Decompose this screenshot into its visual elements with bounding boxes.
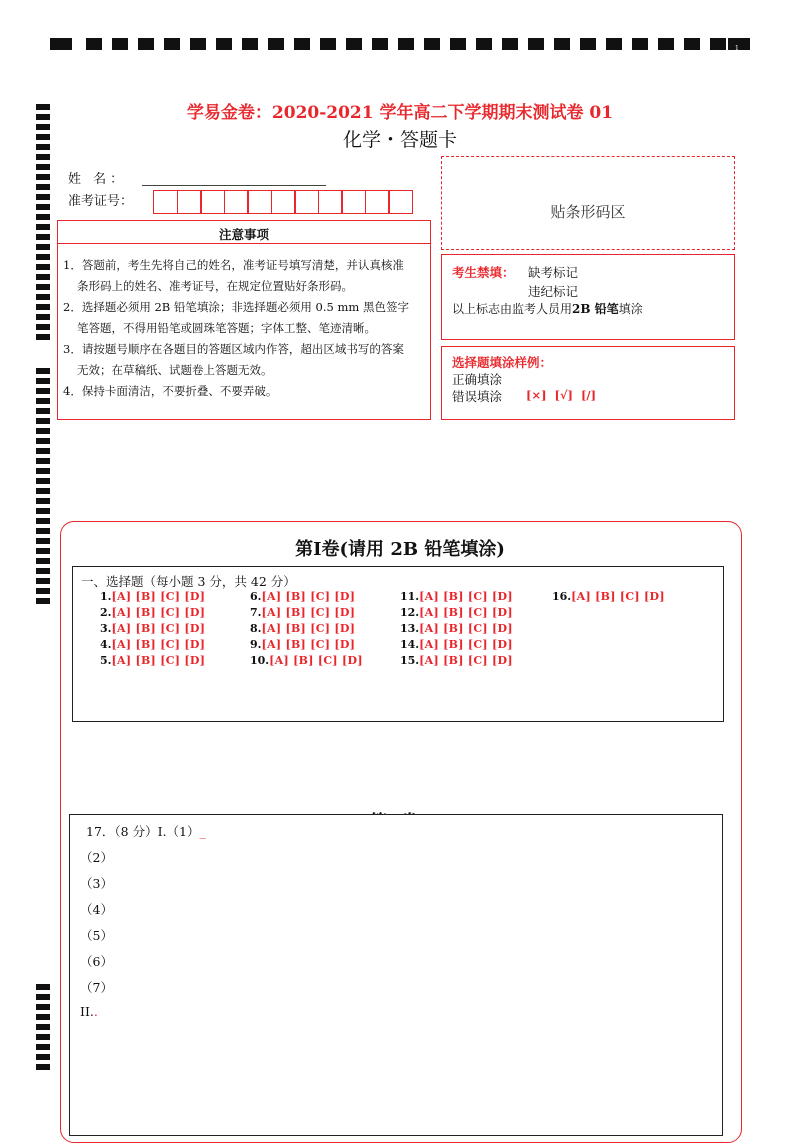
notice-item: 4．保持卡面清洁，不要折叠、不要弄破。 <box>63 384 278 398</box>
ticket-cell[interactable] <box>153 190 178 214</box>
q17-sub-2: （2） <box>80 850 113 865</box>
ticket-label: 准考证号： <box>68 194 134 209</box>
ticket-cell[interactable] <box>271 190 296 214</box>
wrong-fill-marks: [×] [√] [/] <box>526 388 597 402</box>
violation-mark[interactable]: 违纪标记 <box>528 284 579 299</box>
name-field[interactable] <box>142 185 326 186</box>
q17-sub-6: （6） <box>80 954 113 969</box>
mc-question[interactable]: 14.[A] [B] [C] [D] <box>400 638 513 651</box>
ticket-cell[interactable] <box>365 190 390 214</box>
absent-mark[interactable]: 缺考标记 <box>528 265 579 280</box>
notice-item: 笔答题，不得用铅笔或圆珠笔答题；字体工整、笔迹清晰。 <box>77 321 376 335</box>
sample-correct: 正确填涂 <box>452 372 503 387</box>
ticket-cell[interactable] <box>388 190 413 214</box>
notice-item: 1．答题前，考生先将自己的姓名，准考证号填写清楚，并认真核准 <box>63 258 404 272</box>
answer-area-17[interactable] <box>69 814 723 1136</box>
mc-question[interactable]: 2.[A] [B] [C] [D] <box>100 606 206 619</box>
q17-line: 17．（8 分）I.（1）_ <box>86 824 206 839</box>
mc-question[interactable]: 9.[A] [B] [C] [D] <box>250 638 356 651</box>
mc-question[interactable]: 1.[A] [B] [C] [D] <box>100 590 206 603</box>
barcode-label: 贴条形码区 <box>550 203 626 221</box>
mc-question[interactable]: 7.[A] [B] [C] [D] <box>250 606 356 619</box>
notice-item: 2．选择题必须用 2B 铅笔填涂；非选择题必须用 0.5 mm 黑色签字 <box>63 300 409 314</box>
ticket-cell[interactable] <box>341 190 366 214</box>
mc-question[interactable]: 16.[A] [B] [C] [D] <box>552 590 665 603</box>
prohibited-box <box>441 254 735 340</box>
notice-item: 3．请按题号顺序在各题目的答题区域内作答，超出区域书写的答案 <box>63 342 404 356</box>
prohibited-note-bold: 2B 铅笔 <box>572 302 619 316</box>
ticket-number-boxes[interactable] <box>153 190 412 214</box>
q17-sub-3: （3） <box>80 876 113 891</box>
correct-fill-swatch <box>528 375 540 383</box>
mc-question[interactable]: 6.[A] [B] [C] [D] <box>250 590 356 603</box>
mc-question[interactable]: 8.[A] [B] [C] [D] <box>250 622 356 635</box>
mc-question[interactable]: 15.[A] [B] [C] [D] <box>400 654 513 667</box>
mc-question[interactable]: 5.[A] [B] [C] [D] <box>100 654 206 667</box>
ticket-cell[interactable] <box>224 190 249 214</box>
mc-question[interactable]: 11.[A] [B] [C] [D] <box>400 590 513 603</box>
sample-title: 选择题填涂样例： <box>452 355 553 370</box>
choice-section-label: 一、选择题（每小题 3 分，共 42 分） <box>81 574 296 589</box>
page-title: 学易金卷：2020-2021 学年高二下学期期末测试卷 01 <box>186 103 614 123</box>
notice-item: 条形码上的姓名、准考证号，在规定位置贴好条形码。 <box>77 279 353 293</box>
notice-title: 注意事项 <box>218 227 269 242</box>
q17-part-ii: II.. <box>80 1004 98 1019</box>
ticket-cell[interactable] <box>177 190 202 214</box>
notice-box <box>57 220 431 420</box>
q17-sub-7: （7） <box>80 980 113 995</box>
barcode-area <box>441 156 735 250</box>
part1-title: 第Ⅰ卷(请用 2B 铅笔填涂) <box>295 539 505 560</box>
ticket-cell[interactable] <box>200 190 225 214</box>
ticket-cell[interactable] <box>318 190 343 214</box>
page-subtitle: 化学・答题卡 <box>342 129 457 151</box>
prohibited-note-end: 填涂 <box>618 302 643 316</box>
name-label: 姓 名： <box>68 172 128 187</box>
q17-sub-4: （4） <box>80 902 113 917</box>
mc-question[interactable]: 3.[A] [B] [C] [D] <box>100 622 206 635</box>
mc-question[interactable]: 4.[A] [B] [C] [D] <box>100 638 206 651</box>
q17-sub-5: （5） <box>80 928 113 943</box>
mc-question[interactable]: 12.[A] [B] [C] [D] <box>400 606 513 619</box>
fill-sample-box <box>441 346 735 420</box>
ticket-cell[interactable] <box>247 190 272 214</box>
mc-question[interactable]: 13.[A] [B] [C] [D] <box>400 622 513 635</box>
notice-item: 无效；在草稿纸、试题卷上答题无效。 <box>77 363 273 377</box>
prohibited-label: 考生禁填： <box>452 265 515 280</box>
mc-question[interactable]: 10.[A] [B] [C] [D] <box>250 654 363 667</box>
ticket-cell[interactable] <box>294 190 319 214</box>
page-number: 1 <box>735 45 739 52</box>
prohibited-note: 以上标志由监考人员用 <box>452 302 573 316</box>
sample-wrong: 错误填涂 <box>452 389 503 404</box>
